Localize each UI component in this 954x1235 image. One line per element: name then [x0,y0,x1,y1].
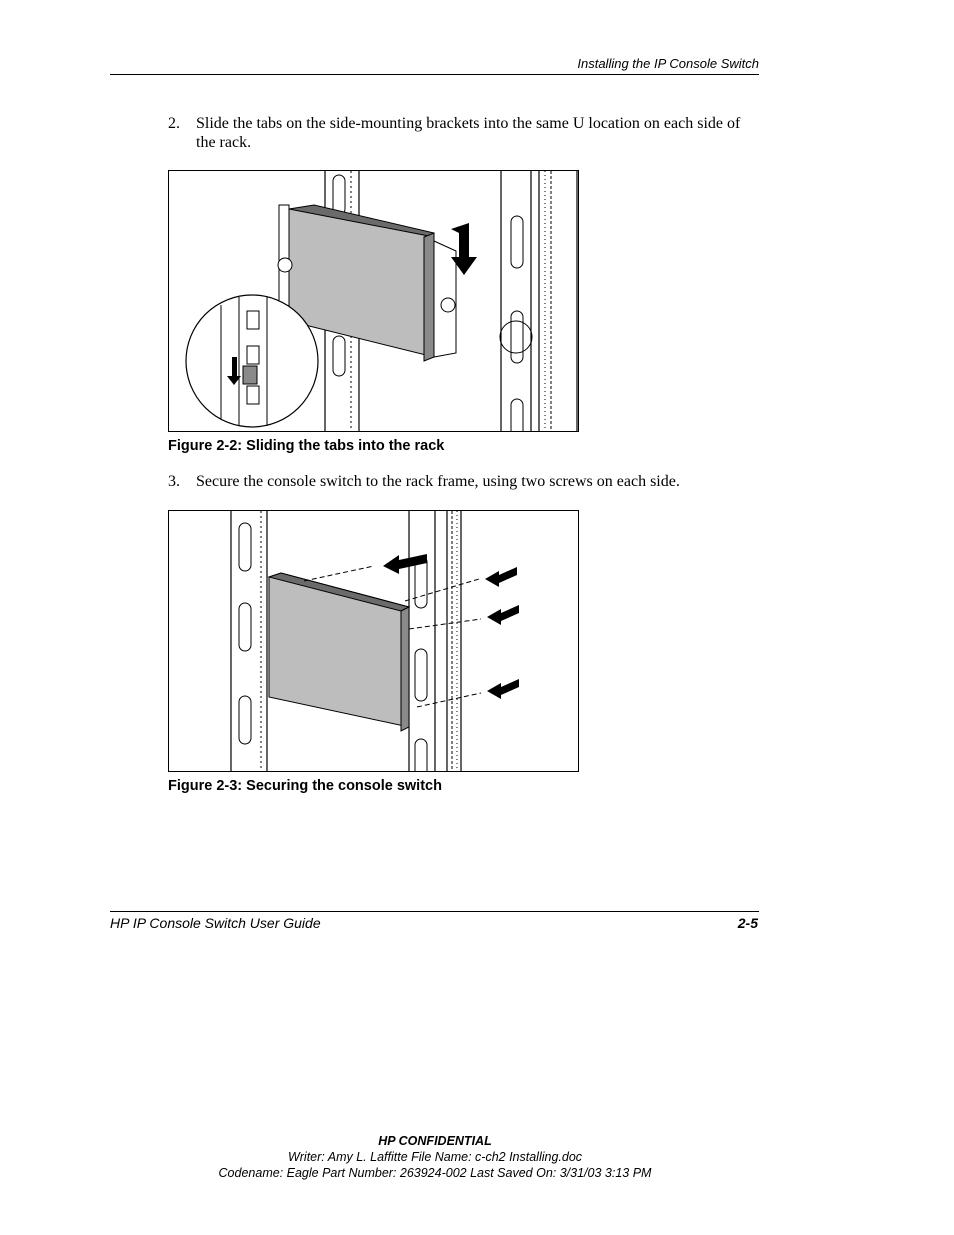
figure-caption: Figure 2-3: Securing the console switch [168,778,442,794]
footer-guide-title: HP IP Console Switch User Guide [110,915,321,931]
step-text: Secure the console switch to the rack frame, using two screws on each side. [196,473,680,490]
figure-securing-switch [168,510,579,772]
confidential-notice [0,1133,870,1181]
footer-rule [110,911,759,912]
writer-line: Writer: Amy L. Laffitte File Name: c-ch2 Installing.doc [287,1150,583,1164]
step-number: 2. [168,115,180,132]
step-text: Slide the tabs on the side-mounting brackets into the same U location on each side of the rack. [196,115,741,151]
running-header: Installing the IP Console Switch [577,56,759,71]
codename-line: Codename: Eagle Part Number: 263924-002 Last Saved On: 3/31/03 3:13 PM [218,1166,652,1180]
figure-caption: Figure 2-2: Sliding the tabs into the rack [168,438,445,454]
step-number: 3. [168,473,180,490]
page-number: 2-5 [737,915,758,931]
header-rule [110,74,759,75]
rack-illustration [169,511,578,771]
rack-illustration [169,171,578,431]
figure-sliding-tabs [168,170,579,432]
confidential-title: HP CONFIDENTIAL [378,1134,492,1148]
